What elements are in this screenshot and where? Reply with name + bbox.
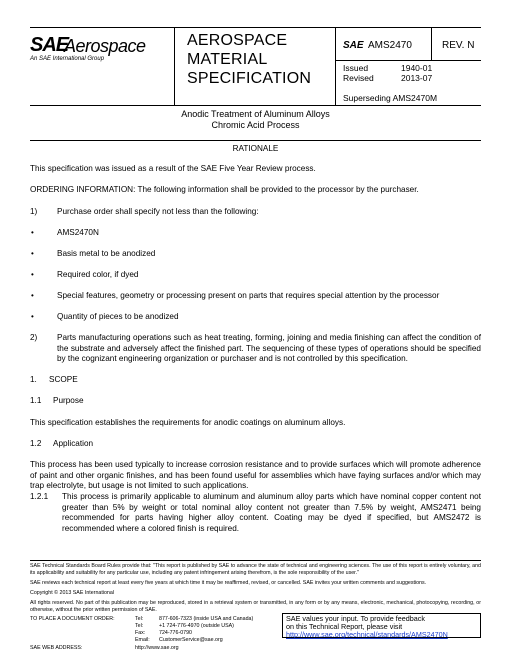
footer-rights: All rights reserved. No part of this publication may be reproduced, stored in a retrieval system or transmitted, in any form or by any means, electronic, mechanical, photocopying, recording, or otherwise, without the prior written permission of SAE. (30, 600, 481, 613)
bullet-2-text: Basis metal to be anodized (57, 249, 156, 258)
subject-bottom-rule (30, 140, 481, 141)
document-type-title (187, 31, 311, 88)
bullet-5-dot: • (31, 312, 34, 321)
application-heading: Application (53, 439, 94, 448)
bullet-1-dot: • (31, 228, 34, 237)
footer-rule (30, 560, 481, 561)
item-2-number: 2) (30, 333, 38, 342)
item-1-number: 1) (30, 207, 38, 216)
doc-sae-mark: SAE (343, 40, 364, 51)
footer-review: SAE reviews each technical report at least every five years at which time it may be reaffirmed, revised, or cancelled. SAE invites your written comments and suggestions. (30, 580, 427, 586)
tel-label: Tel: (135, 616, 144, 622)
issued-label: Issued (343, 63, 369, 73)
header-divider-1 (174, 27, 175, 106)
revised-label: Revised (343, 73, 374, 83)
logo-sae-text: SAE (30, 34, 69, 56)
header-top-rule (30, 27, 481, 28)
rationale-heading: RATIONALE (232, 144, 279, 153)
footer-copyright: Copyright © 2013 SAE International (30, 590, 114, 596)
title-line-1: AEROSPACE (187, 32, 288, 49)
rationale-text: This specification was issued as a result of the SAE Five Year Review process. (30, 164, 316, 173)
bullet-4-text: Special features, geometry or processing present on parts that requires special attention by the processor (57, 291, 440, 300)
header-bottom-rule (30, 105, 481, 106)
title-line-2: MATERIAL (187, 51, 268, 68)
header-mid-rule (335, 60, 481, 61)
web-value: http://www.sae.org (135, 645, 179, 651)
purpose-number: 1.1 (30, 396, 42, 405)
bullet-1-text: AMS2470N (57, 228, 99, 237)
title-line-3: SPECIFICATION (187, 70, 312, 87)
email-value: CustomerService@sae.org (159, 637, 223, 643)
tel2-value: +1 724-776-4970 (outside USA) (159, 623, 234, 629)
subject-line-1: Anodic Treatment of Aluminum Alloys (181, 109, 330, 119)
revision-label: REV. N (442, 40, 475, 51)
revised-value: 2013-07 (401, 73, 433, 83)
header-divider-3 (431, 27, 432, 60)
bullet-3-dot: • (31, 270, 34, 279)
issued-value: 1940-01 (401, 63, 433, 73)
logo-subtitle: An SAE International Group (30, 56, 105, 62)
item-1-text: Purchase order shall specify not less than the following: (57, 207, 259, 216)
footer-rules: SAE Technical Standards Board Rules provide that: "This report is published by SAE to advance the state of technical and engineering sciences. The use of this report is entirely voluntary, and its applicability and suitability for any particular use, including any patent infringement arising therefrom, is the sole responsibility of the user." (30, 563, 481, 576)
tel-value: 877-606-7323 (inside USA and Canada) (159, 616, 254, 622)
email-label: Email: (135, 637, 150, 643)
scope-heading: SCOPE (49, 375, 78, 384)
feedback-box (282, 613, 481, 638)
application-number: 1.2 (30, 439, 42, 448)
bullet-2-dot: • (31, 249, 34, 258)
tel2-label: Tel: (135, 623, 144, 629)
feedback-line-2: on this Technical Report, please visit (286, 622, 403, 631)
doc-number: AMS2470 (368, 40, 412, 51)
bullet-4-dot: • (31, 291, 34, 300)
fax-value: 724-776-0790 (159, 630, 192, 636)
bullet-3-text: Required color, if dyed (57, 270, 139, 279)
section-1-2-1-number: 1.2.1 (30, 492, 49, 501)
item-2-text: Parts manufacturing operations such as heat treating, forming, joining and media finishing can affect the condition of the substrate and adversely affect the finished part. The sequencing of these types of operations should be specified by the cognizant engineering organization or purchaser and is not controlled by this specification. (57, 333, 481, 363)
fax-label: Fax: (135, 630, 146, 636)
section-1-2-1-text: This process is primarily applicable to aluminum and aluminum alloy parts which have nominal copper content not greater than 5% by weight or total nominal alloy content not greater than 7.5% by weight, AMS2471 being recommended for parts having higher alloy content. Coating may be dyed if specified, but AMS2472 is recommended where a colored finish is required. (62, 492, 481, 533)
order-label: TO PLACE A DOCUMENT ORDER: (30, 616, 115, 622)
scope-number: 1. (30, 375, 37, 384)
feedback-link[interactable]: http://www.sae.org/technical/standards/AMS2470N (286, 630, 448, 639)
ordering-information: ORDERING INFORMATION: The following information shall be provided to the processor by the purchaser. (30, 185, 419, 194)
web-label: SAE WEB ADDRESS: (30, 645, 83, 651)
header-divider-2 (335, 27, 336, 106)
logo-aerospace-text: Aerospace (64, 36, 146, 56)
purpose-text: This specification establishes the requirements for anodic coatings on aluminum alloys. (30, 418, 346, 427)
purpose-heading: Purpose (53, 396, 84, 405)
feedback-line-1: SAE values your input. To provide feedback (286, 614, 425, 623)
document-subject (30, 109, 481, 131)
application-text: This process has been used typically to increase corrosion resistance and to provide surfaces which will promote adherence of paint and other organic finishes, and has been found useful for assemblies which have faying surfaces and/or which may trap electrolyte, but usage is not limited to such applications. (30, 460, 481, 490)
superseding-note: Superseding AMS2470M (343, 93, 438, 103)
subject-line-2: Chromic Acid Process (211, 120, 300, 130)
bullet-5-text: Quantity of pieces to be anodized (57, 312, 179, 321)
